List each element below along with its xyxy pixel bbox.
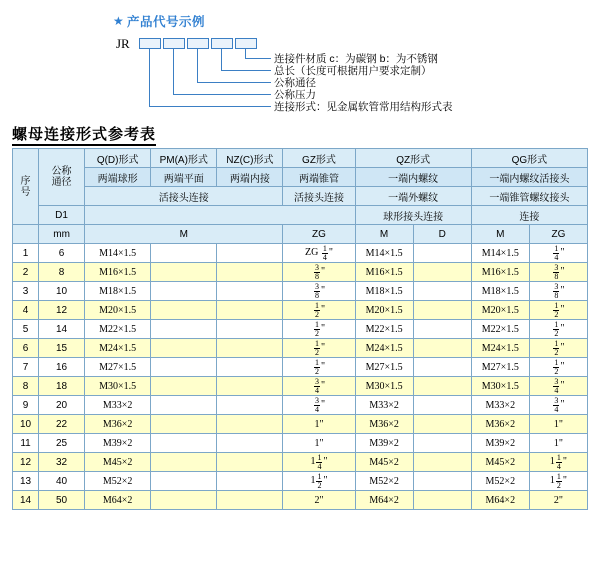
cell-qd-m: M64×2 xyxy=(85,491,151,510)
cell-qd-m: M24×1.5 xyxy=(85,339,151,358)
cell-pma-m xyxy=(151,301,217,320)
cell-no: 2 xyxy=(13,263,39,282)
cell-qd-m: M18×1.5 xyxy=(85,282,151,301)
product-code-diagram xyxy=(0,0,600,112)
table-row xyxy=(13,244,588,263)
cell-qg-zg: $\frac{1}{4}$ " xyxy=(529,244,587,263)
diagram-note-pn: 公称压力 xyxy=(274,89,316,101)
header-qd-desc: 两端球形 xyxy=(85,168,151,187)
cell-qz-m: M22×1.5 xyxy=(355,320,413,339)
cell-no: 8 xyxy=(13,377,39,396)
cell-gz-zg: 2" xyxy=(283,491,355,510)
cell-dn: 14 xyxy=(39,320,85,339)
cell-qz-d xyxy=(413,320,471,339)
cell-no: 9 xyxy=(13,396,39,415)
leader-v-1 xyxy=(149,48,150,106)
cell-qd-m: M22×1.5 xyxy=(85,320,151,339)
diagram-note-form: 连接形式：见金属软管常用结构形式表 xyxy=(274,101,453,113)
cell-nzc-m xyxy=(217,320,283,339)
header-ball-connect: 球形接头连接 xyxy=(355,206,471,225)
cell-pma-m xyxy=(151,282,217,301)
header-nzc-desc: 两端内接 xyxy=(217,168,283,187)
cell-qd-m: M33×2 xyxy=(85,396,151,415)
cell-qz-d xyxy=(413,453,471,472)
cell-dn: 20 xyxy=(39,396,85,415)
cell-qz-m: M36×2 xyxy=(355,415,413,434)
cell-qz-m: M39×2 xyxy=(355,434,413,453)
code-box-4 xyxy=(211,38,233,49)
cell-qz-m: M30×1.5 xyxy=(355,377,413,396)
table-row xyxy=(13,339,588,358)
cell-no: 13 xyxy=(13,472,39,491)
cell-gz-zg: $\frac{3}{4}$ " xyxy=(283,396,355,415)
cell-gz-zg: 1 $\frac{1}{4}$ " xyxy=(283,453,355,472)
cell-gz-zg: $\frac{3}{8}$ " xyxy=(283,263,355,282)
cell-pma-m xyxy=(151,358,217,377)
cell-qg-zg: $\frac{1}{2}$ " xyxy=(529,301,587,320)
cell-qg-m: M30×1.5 xyxy=(471,377,529,396)
cell-qz-d xyxy=(413,358,471,377)
table-row xyxy=(13,472,588,491)
cell-nzc-m xyxy=(217,282,283,301)
header-union-connect-2: 活接头连接 xyxy=(283,187,355,206)
header-qg-desc: 一端内螺纹活接头 xyxy=(471,168,587,187)
cell-qz-m: M20×1.5 xyxy=(355,301,413,320)
cell-qd-m: M27×1.5 xyxy=(85,358,151,377)
header-index: 序 号 xyxy=(13,149,39,225)
cell-qg-zg: $\frac{3}{8}$ " xyxy=(529,263,587,282)
cell-nzc-m xyxy=(217,491,283,510)
cell-qg-m: M16×1.5 xyxy=(471,263,529,282)
cell-qz-m: M14×1.5 xyxy=(355,244,413,263)
header-blank-1 xyxy=(85,206,355,225)
nut-connection-table xyxy=(12,148,588,510)
cell-no: 14 xyxy=(13,491,39,510)
cell-nzc-m xyxy=(217,453,283,472)
cell-no: 12 xyxy=(13,453,39,472)
cell-no: 3 xyxy=(13,282,39,301)
diagram-note-length: 总长（长度可根据用户要求定制） xyxy=(274,65,432,77)
cell-qz-d xyxy=(413,301,471,320)
cell-qd-m: M20×1.5 xyxy=(85,301,151,320)
table-row xyxy=(13,415,588,434)
leader-h-3 xyxy=(197,82,271,83)
leader-h-1 xyxy=(149,106,271,107)
header-unit-blank xyxy=(13,225,39,244)
cell-qd-m: M36×2 xyxy=(85,415,151,434)
cell-nzc-m xyxy=(217,396,283,415)
cell-qg-m: M27×1.5 xyxy=(471,358,529,377)
cell-dn: 10 xyxy=(39,282,85,301)
cell-nzc-m xyxy=(217,244,283,263)
cell-pma-m xyxy=(151,472,217,491)
cell-qg-zg: $\frac{1}{2}$ " xyxy=(529,320,587,339)
cell-qz-m: M33×2 xyxy=(355,396,413,415)
cell-pma-m xyxy=(151,320,217,339)
cell-dn: 15 xyxy=(39,339,85,358)
cell-gz-zg: 1" xyxy=(283,415,355,434)
header-gz-desc: 两端锥管 xyxy=(283,168,355,187)
cell-dn: 16 xyxy=(39,358,85,377)
cell-qz-d xyxy=(413,244,471,263)
cell-gz-zg: 1" xyxy=(283,434,355,453)
table-row xyxy=(13,434,588,453)
cell-qg-m: M52×2 xyxy=(471,472,529,491)
table-header-row-4 xyxy=(13,206,588,225)
diagram-note-material: 连接件材质 c：为碳钢 b：为不锈钢 xyxy=(274,53,438,65)
cell-nzc-m xyxy=(217,301,283,320)
header-group-nzc: NZ(C)形式 xyxy=(217,149,283,168)
cell-pma-m xyxy=(151,244,217,263)
header-group-qd: Q(D)形式 xyxy=(85,149,151,168)
cell-qg-m: M45×2 xyxy=(471,453,529,472)
header-dn: 公称通径 xyxy=(39,149,85,206)
cell-dn: 12 xyxy=(39,301,85,320)
cell-gz-zg: $\frac{1}{2}$ " xyxy=(283,320,355,339)
cell-no: 5 xyxy=(13,320,39,339)
cell-dn: 6 xyxy=(39,244,85,263)
leader-h-4 xyxy=(221,70,271,71)
header-unit-m: M xyxy=(85,225,283,244)
cell-dn: 32 xyxy=(39,453,85,472)
table-header-row-2 xyxy=(13,168,588,187)
cell-no: 6 xyxy=(13,339,39,358)
cell-qg-zg: $\frac{3}{8}$ " xyxy=(529,282,587,301)
cell-qz-d xyxy=(413,396,471,415)
cell-gz-zg: ZG $\frac{1}{4}$ " xyxy=(283,244,355,263)
cell-qg-m: M14×1.5 xyxy=(471,244,529,263)
cell-qg-m: M22×1.5 xyxy=(471,320,529,339)
cell-qz-m: M52×2 xyxy=(355,472,413,491)
leader-v-5 xyxy=(245,48,246,58)
cell-qz-d xyxy=(413,434,471,453)
header-unit-zg: ZG xyxy=(283,225,355,244)
cell-qg-zg: $\frac{3}{4}$ " xyxy=(529,377,587,396)
cell-qg-m: M39×2 xyxy=(471,434,529,453)
header-unit-qg-m: M xyxy=(471,225,529,244)
cell-qd-m: M30×1.5 xyxy=(85,377,151,396)
cell-dn: 8 xyxy=(39,263,85,282)
cell-qg-zg: 1 $\frac{1}{4}$ " xyxy=(529,453,587,472)
header-union-connect: 活接头连接 xyxy=(85,187,283,206)
header-group-pma: PM(A)形式 xyxy=(151,149,217,168)
cell-gz-zg: 1 $\frac{1}{2}$ " xyxy=(283,472,355,491)
cell-qg-zg: $\frac{1}{2}$ " xyxy=(529,358,587,377)
table-header-row-3 xyxy=(13,187,588,206)
cell-qd-m: M14×1.5 xyxy=(85,244,151,263)
cell-qg-zg: 1" xyxy=(529,434,587,453)
code-box-5 xyxy=(235,38,257,49)
code-prefix: JR xyxy=(116,36,130,51)
table-header-row-5 xyxy=(13,225,588,244)
cell-nzc-m xyxy=(217,377,283,396)
leader-v-3 xyxy=(197,48,198,82)
code-box-2 xyxy=(163,38,185,49)
cell-no: 4 xyxy=(13,301,39,320)
table-row xyxy=(13,396,588,415)
cell-qz-d xyxy=(413,339,471,358)
cell-pma-m xyxy=(151,491,217,510)
cell-pma-m xyxy=(151,396,217,415)
cell-nzc-m xyxy=(217,472,283,491)
cell-no: 10 xyxy=(13,415,39,434)
table-row xyxy=(13,453,588,472)
table-row xyxy=(13,320,588,339)
cell-qd-m: M39×2 xyxy=(85,434,151,453)
cell-nzc-m xyxy=(217,358,283,377)
cell-qg-zg: 1" xyxy=(529,415,587,434)
cell-qg-m: M20×1.5 xyxy=(471,301,529,320)
header-d1: D1 xyxy=(39,206,85,225)
table-body xyxy=(13,244,588,510)
header-unit-qz-m: M xyxy=(355,225,413,244)
star-icon: ★ xyxy=(113,14,124,28)
cell-dn: 40 xyxy=(39,472,85,491)
cell-qg-zg: 2" xyxy=(529,491,587,510)
leader-h-5 xyxy=(245,58,271,59)
table-row xyxy=(13,358,588,377)
diagram-title: 产品代号示例 xyxy=(127,15,206,29)
cell-qz-d xyxy=(413,415,471,434)
cell-qg-m: M24×1.5 xyxy=(471,339,529,358)
cell-pma-m xyxy=(151,263,217,282)
cell-dn: 18 xyxy=(39,377,85,396)
header-unit-mm: mm xyxy=(39,225,85,244)
cell-qg-m: M18×1.5 xyxy=(471,282,529,301)
cell-qg-m: M33×2 xyxy=(471,396,529,415)
cell-qz-m: M16×1.5 xyxy=(355,263,413,282)
cell-dn: 50 xyxy=(39,491,85,510)
cell-qz-d xyxy=(413,472,471,491)
cell-qg-m: M64×2 xyxy=(471,491,529,510)
cell-qd-m: M45×2 xyxy=(85,453,151,472)
header-unit-qz-d: D xyxy=(413,225,471,244)
table-row xyxy=(13,282,588,301)
cell-qz-m: M45×2 xyxy=(355,453,413,472)
cell-pma-m xyxy=(151,453,217,472)
leader-v-4 xyxy=(221,48,222,70)
cell-qd-m: M52×2 xyxy=(85,472,151,491)
cell-dn: 22 xyxy=(39,415,85,434)
cell-qz-m: M18×1.5 xyxy=(355,282,413,301)
cell-gz-zg: $\frac{3}{4}$ " xyxy=(283,377,355,396)
cell-qz-d xyxy=(413,282,471,301)
header-connect: 连接 xyxy=(471,206,587,225)
cell-gz-zg: $\frac{1}{2}$ " xyxy=(283,339,355,358)
cell-gz-zg: $\frac{1}{2}$ " xyxy=(283,301,355,320)
cell-nzc-m xyxy=(217,415,283,434)
cell-pma-m xyxy=(151,377,217,396)
cell-nzc-m xyxy=(217,263,283,282)
cell-gz-zg: $\frac{1}{2}$ " xyxy=(283,358,355,377)
header-taper-thread: 一端锥管螺纹接头 xyxy=(471,187,587,206)
leader-h-2 xyxy=(173,94,271,95)
header-unit-qg-zg: ZG xyxy=(529,225,587,244)
cell-qz-d xyxy=(413,263,471,282)
header-group-gz: GZ形式 xyxy=(283,149,355,168)
table-row xyxy=(13,377,588,396)
header-pma-desc: 两端平面 xyxy=(151,168,217,187)
header-group-qz: QZ形式 xyxy=(355,149,471,168)
table-title: 螺母连接形式参考表 xyxy=(12,123,156,144)
cell-pma-m xyxy=(151,339,217,358)
cell-qg-zg: 1 $\frac{1}{2}$ " xyxy=(529,472,587,491)
table-header-row-1 xyxy=(13,149,588,168)
cell-no: 11 xyxy=(13,434,39,453)
cell-qz-m: M64×2 xyxy=(355,491,413,510)
cell-pma-m xyxy=(151,415,217,434)
cell-nzc-m xyxy=(217,339,283,358)
cell-qz-m: M24×1.5 xyxy=(355,339,413,358)
cell-no: 1 xyxy=(13,244,39,263)
cell-pma-m xyxy=(151,434,217,453)
table-row xyxy=(13,491,588,510)
cell-qz-d xyxy=(413,491,471,510)
diagram-note-dn: 公称通径 xyxy=(274,77,316,89)
cell-qg-zg: $\frac{1}{2}$ " xyxy=(529,339,587,358)
header-male-thread: 一端外螺纹 xyxy=(355,187,471,206)
code-box-1 xyxy=(139,38,161,49)
cell-nzc-m xyxy=(217,434,283,453)
cell-qd-m: M16×1.5 xyxy=(85,263,151,282)
leader-v-2 xyxy=(173,48,174,94)
header-group-qg: QG形式 xyxy=(471,149,587,168)
code-box-3 xyxy=(187,38,209,49)
cell-qg-m: M36×2 xyxy=(471,415,529,434)
cell-no: 7 xyxy=(13,358,39,377)
cell-dn: 25 xyxy=(39,434,85,453)
cell-qg-zg: $\frac{3}{4}$ " xyxy=(529,396,587,415)
cell-gz-zg: $\frac{3}{8}$ " xyxy=(283,282,355,301)
header-qz-desc: 一端内螺纹 xyxy=(355,168,471,187)
table-row xyxy=(13,301,588,320)
cell-qz-m: M27×1.5 xyxy=(355,358,413,377)
table-row xyxy=(13,263,588,282)
cell-qz-d xyxy=(413,377,471,396)
